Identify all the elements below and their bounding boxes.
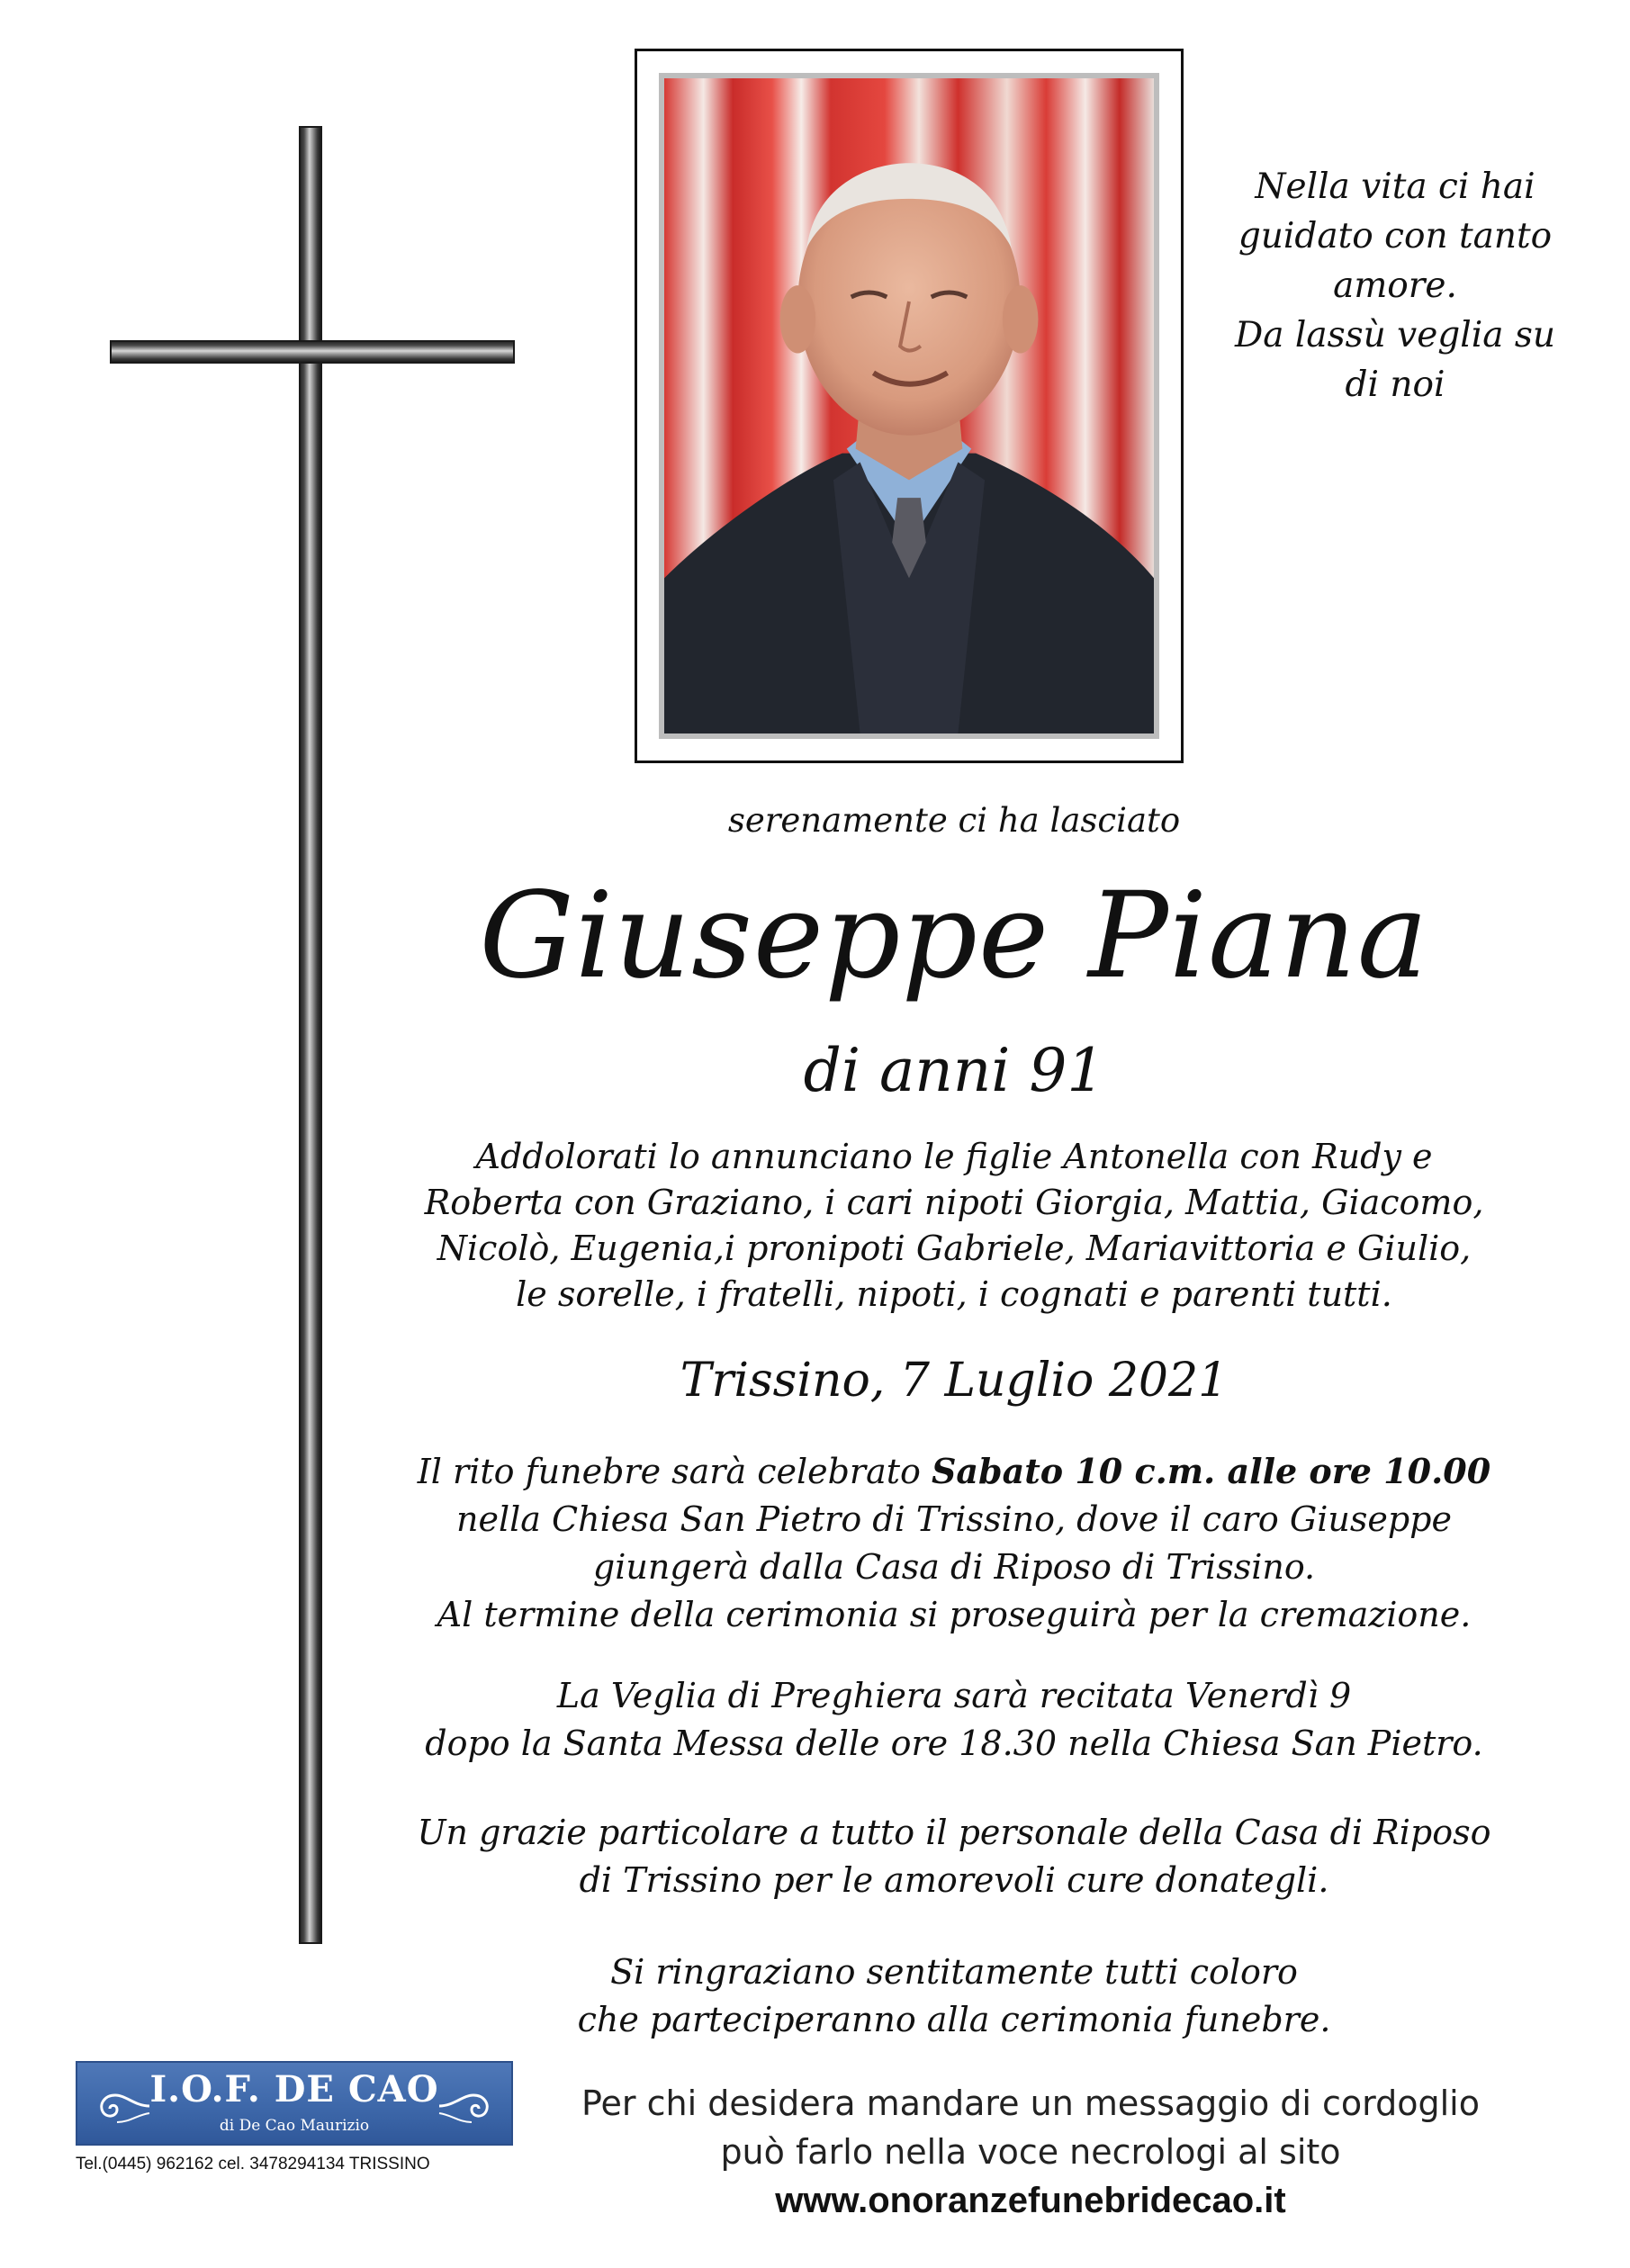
rite-line: Al termine della cerimonia si proseguirà per la cremazione.: [437, 1595, 1472, 1634]
rite-line: giungerà dalla Casa di Riposo di Trissino.: [592, 1547, 1316, 1587]
ornament-right-icon: [436, 2079, 499, 2129]
prayer-vigil: [378, 1672, 1530, 1768]
rite-intro: Il rito funebre sarà celebrato: [417, 1452, 932, 1491]
cross-horizontal-bar: [110, 340, 515, 364]
place-date: Trissino, 7 Luglio 2021: [680, 1354, 1229, 1408]
epigraph-line: amore.: [1333, 266, 1457, 306]
footer-line: Per chi desidera mandare un messaggio di cordoglio: [581, 2084, 1480, 2123]
announcement-line: Addolorati lo annunciano le figlie Antonella con Rudy e: [475, 1137, 1433, 1176]
vigil-line: dopo la Santa Messa delle ore 18.30 nella Chiesa San Pietro.: [425, 1724, 1483, 1763]
logo-subtitle: di De Cao Maurizio: [219, 2117, 370, 2135]
rite-line: [378, 1447, 1530, 1496]
portrait-mat: [659, 73, 1159, 739]
website-link[interactable]: www.onoranzefunebridecao.it: [775, 2181, 1286, 2220]
funeral-home-logo: [76, 2061, 513, 2146]
deceased-name: Giuseppe Piana: [479, 867, 1429, 1005]
logo-contacts: Tel.(0445) 962162 cel. 3478294134 TRISSINO: [76, 2155, 430, 2174]
portrait-photo: [664, 78, 1154, 734]
final-thanks-line: che parteciperanno alla cerimonia funebre.: [577, 2000, 1331, 2039]
rite-datetime: Sabato 10 c.m. alle ore 10.00: [931, 1451, 1491, 1491]
condolence-footer: [567, 2079, 1494, 2225]
cross-vertical-bar: [299, 126, 322, 1944]
thanks-staff: [378, 1809, 1530, 1904]
final-thanks: [378, 1948, 1530, 2044]
thanks-line: di Trissino per le amorevoli cure donategli.: [579, 1860, 1329, 1900]
final-thanks-line: Si ringraziano sentitamente tutti coloro: [610, 1952, 1298, 1992]
announcement: [378, 1134, 1530, 1318]
subtitle: serenamente ci ha lasciato: [727, 801, 1181, 840]
announcement-line: Nicolò, Eugenia,i pronipoti Gabriele, Mariavittoria e Giulio,: [437, 1228, 1472, 1268]
rite-line: nella Chiesa San Pietro di Trissino, dove il caro Giuseppe: [456, 1499, 1452, 1539]
announcement-line: le sorelle, i fratelli, nipoti, i cognati e parenti tutti.: [516, 1274, 1392, 1314]
portrait-frame: [635, 49, 1184, 763]
epigraph-line: Da lassù veglia su: [1235, 315, 1555, 356]
footer-line: può farlo nella voce necrologi al sito: [720, 2132, 1341, 2172]
funeral-rite: [378, 1447, 1530, 1639]
logo-title: I.O.F. DE CAO: [149, 2068, 439, 2110]
epigraph: [1211, 162, 1580, 410]
age: di anni 91: [803, 1036, 1105, 1105]
epigraph-line: guidato con tanto: [1238, 216, 1553, 256]
thanks-line: Un grazie particolare a tutto il personale della Casa di Riposo: [417, 1813, 1491, 1852]
announcement-line: Roberta con Graziano, i cari nipoti Giorgia, Mattia, Giacomo,: [424, 1183, 1484, 1222]
epigraph-line: Nella vita ci hai: [1255, 166, 1535, 207]
vigil-line: La Veglia di Preghiera sarà recitata Venerdì 9: [556, 1676, 1352, 1715]
epigraph-line: di noi: [1345, 364, 1445, 405]
